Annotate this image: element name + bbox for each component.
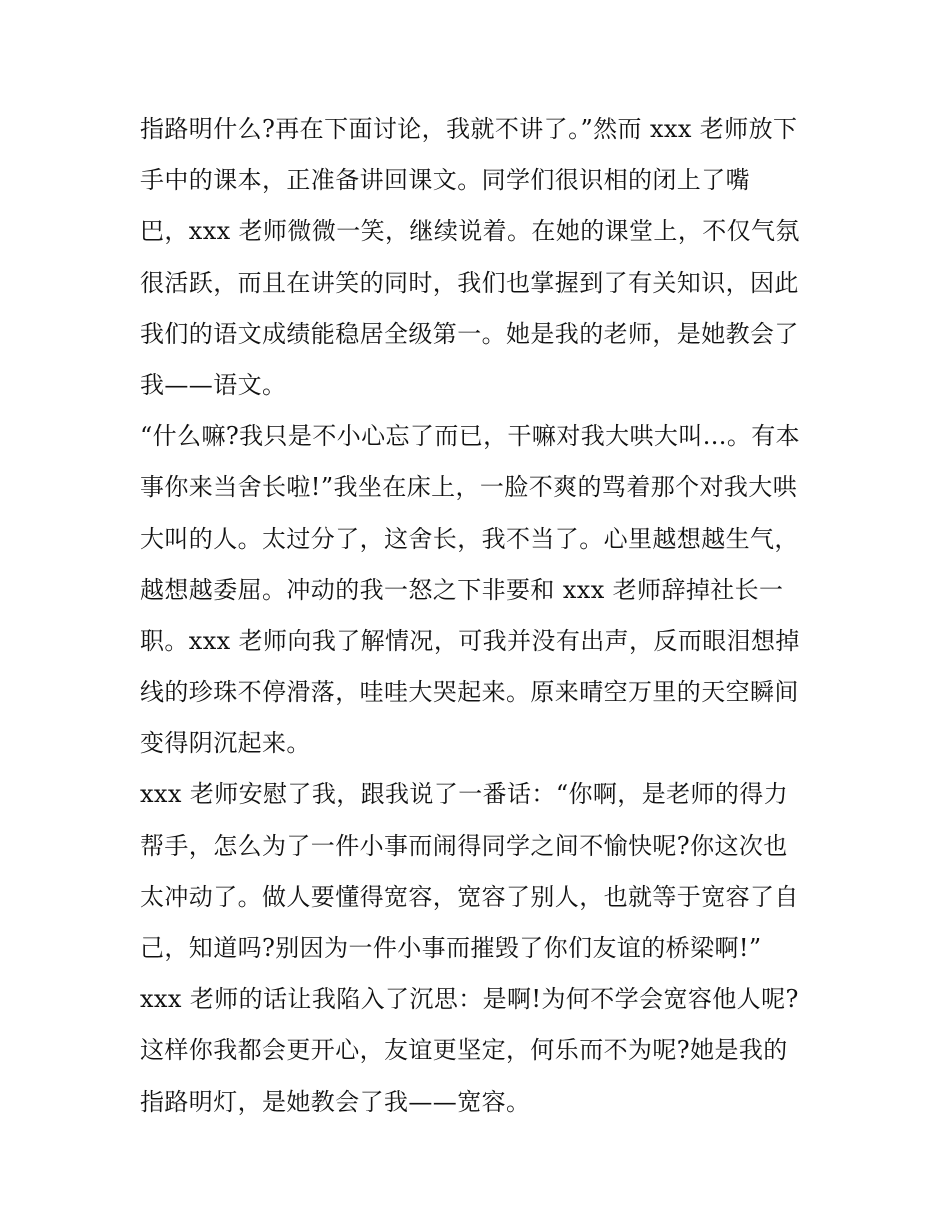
text-line: 线的珍珠不停滑落，哇哇大哭起来。原来晴空万里的天空瞬间 bbox=[140, 678, 799, 707]
text-line: 太冲动了。做人要懂得宽容，宽容了别人，也就等于宽容了自 bbox=[140, 882, 799, 911]
text-line: “什么嘛?我只是不小心忘了而已，干嘛对我大哄大叫...。有本 bbox=[140, 422, 801, 451]
text-line: xxx 老师的话让我陷入了沉思：是啊!为何不学会宽容他人呢? bbox=[140, 985, 799, 1014]
text-line: 己，知道吗?别因为一件小事而摧毁了你们友谊的桥梁啊!” bbox=[140, 934, 762, 962]
text-line: 我们的语文成绩能稳居全级第一。她是我的老师，是她教会了 bbox=[140, 319, 799, 348]
text-line: 指路明什么?再在下面讨论，我就不讲了。”然而 xxx 老师放下 bbox=[140, 115, 798, 143]
text-line: 很活跃，而且在讲笑的同时，我们也掌握到了有关知识，因此 bbox=[140, 268, 799, 297]
text-line: 这样你我都会更开心，友谊更坚定，何乐而不为呢?她是我的 bbox=[140, 1036, 788, 1065]
document-body bbox=[140, 104, 820, 1128]
text-line: 指路明灯，是她教会了我——宽容。 bbox=[140, 1087, 531, 1116]
text-line: 职。xxx 老师向我了解情况，可我并没有出声，反而眼泪想掉 bbox=[140, 626, 800, 655]
text-line: 手中的课本，正准备讲回课文。同学们很识相的闭上了嘴 bbox=[140, 166, 750, 195]
text-line: 帮手，怎么为了一件小事而闹得同学之间不愉快呢?你这次也 bbox=[140, 831, 788, 860]
text-line: 我——语文。 bbox=[140, 370, 287, 399]
text-line: 事你来当舍长啦!”我坐在床上，一脸不爽的骂着那个对我大哄 bbox=[140, 473, 798, 502]
text-line: xxx 老师安慰了我，跟我说了一番话：“你啊，是老师的得力 bbox=[140, 780, 789, 809]
text-line: 大叫的人。太过分了，这舍长，我不当了。心里越想越生气， bbox=[140, 524, 799, 553]
text-line: 变得阴沉起来。 bbox=[140, 729, 311, 758]
text-line: 巴，xxx 老师微微一笑，继续说着。在她的课堂上，不仅气氛 bbox=[140, 217, 800, 246]
text-line: 越想越委屈。冲动的我一怒之下非要和 xxx 老师辞掉社长一 bbox=[140, 575, 784, 604]
